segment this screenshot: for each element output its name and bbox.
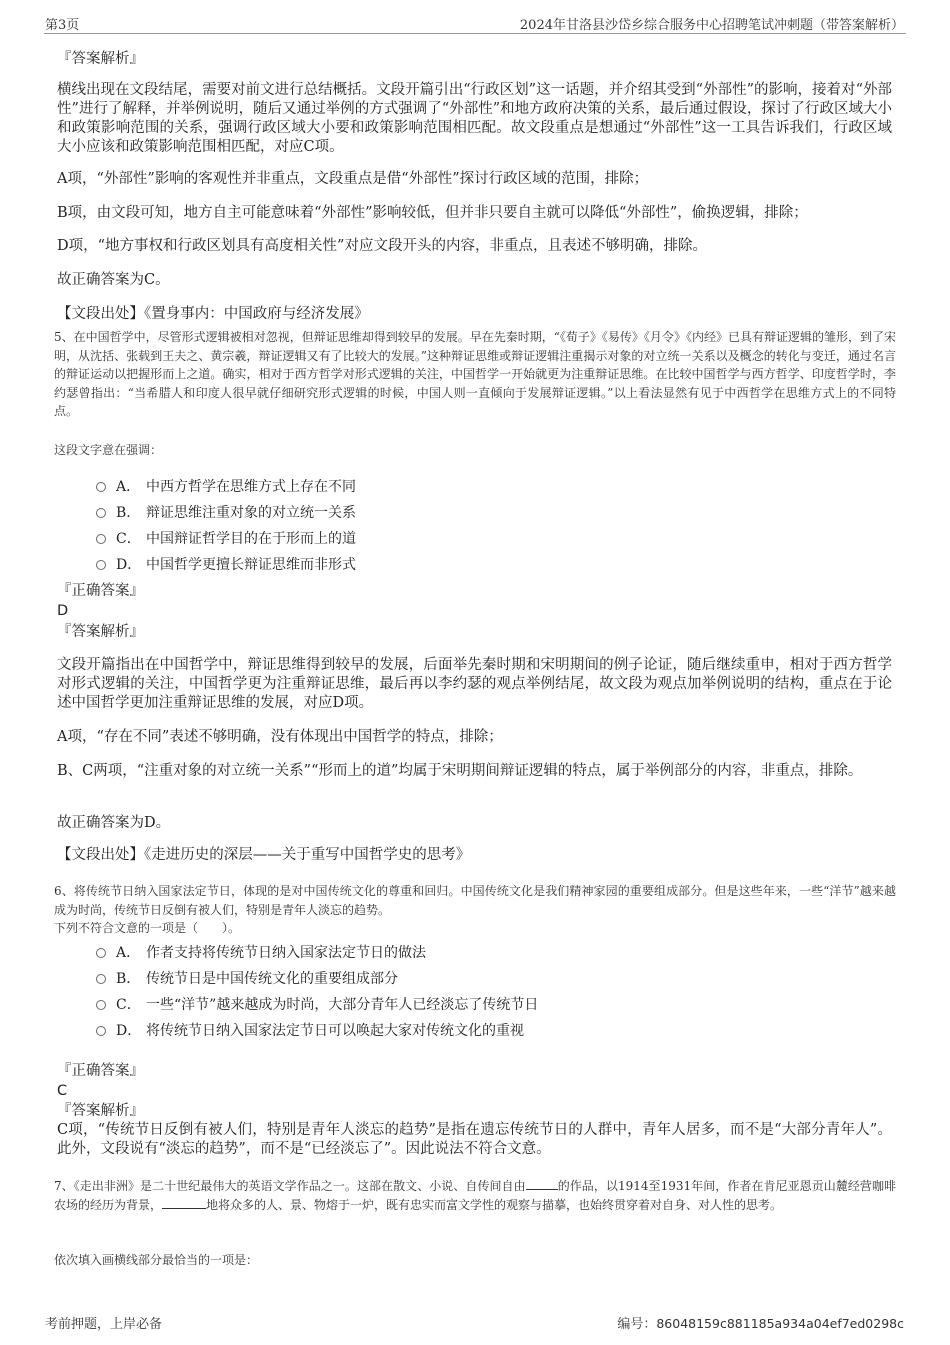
code-value: 86048159c881185a934a04ef7ed0298c: [656, 1316, 904, 1331]
question-5-stem: 5、在中国哲学中，尽管形式逻辑被相对忽视，但辩证思维却得到较早的发展。早在先秦时期，“《荀子》《易传》《月令》《内经》已具有辩证逻辑的雏形，到了宋明，从沈括、张载到王夫之、黄宗羲，辩证逻辑又有了比较大的发展。”这种辩证思维或辩证逻辑注重揭示对象的对立统一关系以及概念的转化与变迁，通过名言的辩证运动以把握形而上之道。确实，相对于西方哲学对形式逻辑的关注，中国哲学一开始就更为注重辩证思维。在比较中国哲学与西方哲学、印度哲学时，李约瑟曾指出：“当希腊人和印度人很早就仔细研究形式逻辑的时候，中国人则一直倾向于发展辩证逻辑。”以上看法显然有见于中西哲学在思维方式上的不同特点。: [54, 330, 896, 418]
footer-slogan: 考前押题，上岸必备: [45, 1317, 163, 1332]
option-text: 辩证思维注重对象的对立统一关系: [146, 505, 356, 521]
option-letter: A．: [116, 479, 141, 495]
fill-blank-1: [526, 1177, 558, 1190]
radio-icon[interactable]: [96, 534, 106, 544]
radio-icon[interactable]: [96, 560, 106, 570]
analysis-heading: 『答案解析』: [57, 51, 144, 67]
radio-icon[interactable]: [96, 1026, 106, 1036]
q5-option-d[interactable]: [96, 555, 356, 575]
q5-option-c[interactable]: [96, 529, 356, 549]
stem-text: 7、《走出非洲》是二十世纪最伟大的英语文学作品之一。这部在散文、小说、自传间自由: [54, 1179, 526, 1193]
analysis-option-bc: B、C两项，“注重对象的对立统一关系”“形而上的道”均属于宋明期间辩证逻辑的特点，属于举例部分的内容，非重点，排除。: [57, 763, 863, 779]
option-text: 一些“洋节”越来越成为时尚，大部分青年人已经淡忘了传统节日: [146, 997, 539, 1013]
analysis-option-a: A项，“存在不同”表述不够明确，没有体现出中国哲学的特点，排除；: [57, 729, 503, 745]
q6-option-d[interactable]: [96, 1021, 524, 1041]
question-5-prompt: 这段文字意在强调：: [54, 443, 163, 457]
analysis-heading: 『答案解析』: [57, 1103, 144, 1119]
source-citation: 【文段出处】《走进历史的深层——关于重写中国哲学史的思考》: [57, 847, 471, 863]
fill-blank-2: [162, 1196, 206, 1209]
q5-option-b[interactable]: [96, 503, 356, 523]
option-letter: A．: [116, 945, 141, 961]
option-text: 中国哲学更擅长辩证思维而非形式: [146, 557, 356, 573]
question-7-stem: [54, 1177, 896, 1214]
source-citation: 【文段出处】《置身事内：中国政府与经济发展》: [57, 306, 369, 322]
correct-answer-heading: 『正确答案』: [57, 1063, 144, 1079]
radio-icon[interactable]: [96, 1000, 106, 1010]
option-text: 将传统节日纳入国家法定节日可以唤起大家对传统文化的重视: [146, 1023, 524, 1039]
correct-answer: D: [57, 603, 69, 619]
document-title: 2024年甘洛县沙岱乡综合服务中心招聘笔试冲刺题（带答案解析）: [519, 18, 904, 33]
analysis-paragraph: C项，“传统节日反倒有被人们，特别是青年人淡忘的趋势”是指在遗忘传统节日的人群中，青年人居多，而不是“大部分青年人”。此外，文段说有“淡忘的趋势”，而不是“已经淡忘了”。因此说法不符合文意。: [57, 1122, 892, 1157]
answer-conclusion: 故正确答案为D。: [57, 815, 171, 831]
stem-text: 地将众多的人、景、物熔于一炉，既有忠实而富文学性的观察与描摹，也始终贯穿着对自身、对人性的思考。: [206, 1197, 783, 1212]
option-text: 中国辩证哲学目的在于形而上的道: [146, 531, 356, 547]
answer-conclusion: 故正确答案为C。: [57, 272, 170, 288]
option-letter: C．: [116, 997, 141, 1013]
q6-option-a[interactable]: [96, 943, 426, 963]
q6-option-c[interactable]: [96, 995, 538, 1015]
option-text: 作者支持将传统节日纳入国家法定节日的做法: [146, 945, 426, 961]
option-letter: B．: [116, 971, 141, 987]
analysis-heading: 『答案解析』: [57, 624, 144, 640]
radio-icon[interactable]: [96, 508, 106, 518]
header-divider: [44, 33, 906, 34]
correct-answer-heading: 『正确答案』: [57, 583, 144, 599]
radio-icon[interactable]: [96, 482, 106, 492]
analysis-paragraph: 横线出现在文段结尾，需要对前文进行总结概括。文段开篇引出“行政区划”这一话题，并介绍其受到“外部性”的影响，接着对“外部性”进行了解释，并举例说明，随后又通过举例的方式强调了“外部性”和地方政府决策的关系，最后通过假设，探讨了行政区域大小和政策影响范围的关系，强调行政区域大小要和政策影响范围相匹配。故文段重点是想通过“外部性”这一工具告诉我们，行政区域大小应该和政策影响范围相匹配，对应C项。: [57, 82, 892, 155]
correct-answer: C: [57, 1083, 68, 1099]
option-letter: C．: [116, 531, 141, 547]
question-6-stem: 6、将传统节日纳入国家法定节日，体现的是对中国传统文化的尊重和回归。中国传统文化是我们精神家园的重要组成部分。但是这些年来，一些“洋节”越来越成为时尚，传统节日反倒有被人们，特别是青年人淡忘的趋势。: [54, 884, 896, 917]
option-text: 中西方哲学在思维方式上存在不同: [146, 479, 356, 495]
stem-text: 的作品，以1914至1931年间，作者在肯尼亚恩贡山麓经营咖啡农场的经历为背景，: [54, 1179, 896, 1212]
option-letter: D．: [116, 1023, 142, 1039]
q5-option-a[interactable]: [96, 477, 356, 497]
option-text: 传统节日是中国传统文化的重要组成部分: [146, 971, 398, 987]
question-7-prompt: 依次填入画横线部分最恰当的一项是：: [54, 1253, 259, 1267]
q6-option-b[interactable]: [96, 969, 398, 989]
analysis-paragraph: 文段开篇指出在中国哲学中，辩证思维得到较早的发展，后面举先秦时期和宋明期间的例子论证，随后继续重申，相对于西方哲学对形式逻辑的关注，中国哲学更为注重辩证思维，最后再以李约瑟的观点举例结尾，故文段为观点加举例说明的结构，重点在于论述中国哲学更加注重辩证思维的发展，对应D项。: [57, 657, 892, 711]
question-6-prompt: 下列不符合文意的一项是（ ）。: [54, 921, 241, 935]
radio-icon[interactable]: [96, 974, 106, 984]
page-number: 第3页: [45, 18, 80, 33]
radio-icon[interactable]: [96, 948, 106, 958]
analysis-option-b: B项，由文段可知，地方自主可能意味着“外部性”影响较低，但并非只要自主就可以降低“外部性”，偷换逻辑，排除；: [57, 205, 808, 221]
analysis-option-d: D项，“地方事权和行政区划具有高度相关性”对应文段开头的内容，非重点，且表述不够明确，排除。: [57, 238, 707, 254]
option-letter: D．: [116, 557, 142, 573]
option-letter: B．: [116, 505, 141, 521]
footer-code: [617, 1313, 904, 1332]
code-label: 编号：: [617, 1317, 657, 1332]
analysis-option-a: A项，“外部性”影响的客观性并非重点，文段重点是借“外部性”探讨行政区域的范围，排除；: [57, 171, 649, 187]
